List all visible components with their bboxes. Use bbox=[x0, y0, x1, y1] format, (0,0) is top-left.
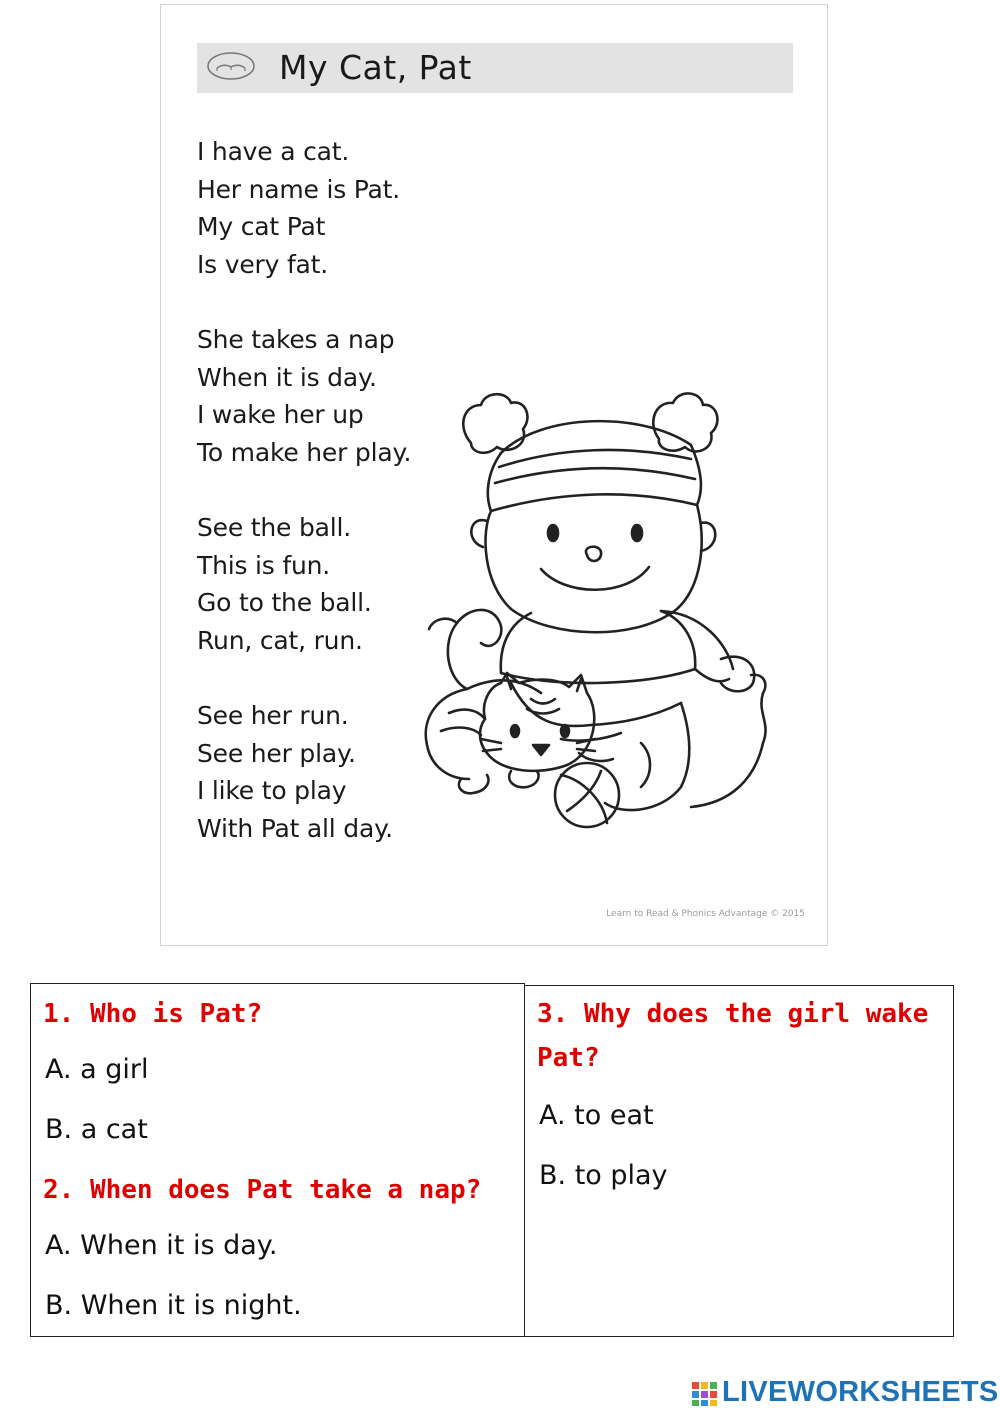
poem-line: See her play. bbox=[197, 738, 356, 768]
poem-line: My cat Pat bbox=[197, 212, 326, 242]
reading-passage-sheet bbox=[160, 4, 828, 946]
q2-option-a[interactable]: A. When it is day. bbox=[45, 1230, 278, 1261]
poem-line: When it is day. bbox=[197, 362, 377, 392]
questions-panel-left bbox=[30, 983, 525, 1337]
q3-option-b[interactable]: B. to play bbox=[539, 1160, 668, 1191]
poem-line: Run, cat, run. bbox=[197, 625, 363, 655]
poem-line: I have a cat. bbox=[197, 137, 350, 166]
question-3-line-2: Pat? bbox=[537, 1043, 600, 1073]
poem-line: This is fun. bbox=[197, 550, 330, 580]
poem-line: Go to the ball. bbox=[197, 588, 372, 618]
question-1: 1. Who is Pat? bbox=[43, 999, 263, 1029]
poem-line: See her run. bbox=[197, 701, 349, 730]
book-icon bbox=[205, 51, 257, 81]
q3-option-a[interactable]: A. to eat bbox=[539, 1100, 654, 1131]
poem-stanza-4 bbox=[197, 697, 393, 847]
q2-option-b[interactable]: B. When it is night. bbox=[45, 1290, 302, 1321]
poem-stanza-2 bbox=[197, 321, 411, 471]
liveworksheets-logo-icon bbox=[692, 1382, 718, 1406]
poem-line: With Pat all day. bbox=[197, 813, 393, 843]
questions-panel-right bbox=[524, 985, 954, 1337]
poem-line: Is very fat. bbox=[197, 249, 329, 279]
poem-line: I like to play bbox=[197, 776, 347, 806]
question-2: 2. When does Pat take a nap? bbox=[43, 1175, 482, 1205]
q1-option-a[interactable]: A. a girl bbox=[45, 1054, 149, 1085]
brand-name: LIVEWORKSHEETS bbox=[722, 1376, 999, 1408]
question-3-line-1: 3. Why does the girl wake bbox=[537, 999, 929, 1029]
page-title: My Cat, Pat bbox=[279, 48, 472, 87]
poem-line: To make her play. bbox=[197, 437, 412, 467]
title-bar bbox=[197, 43, 793, 93]
poem-line: She takes a nap bbox=[197, 325, 395, 354]
poem-line: See the ball. bbox=[197, 513, 351, 542]
poem-line: I wake her up bbox=[197, 400, 364, 430]
q1-option-b[interactable]: B. a cat bbox=[45, 1114, 148, 1145]
poem-stanza-3 bbox=[197, 509, 372, 659]
liveworksheets-brand bbox=[692, 1376, 999, 1412]
poem-stanza-1 bbox=[197, 133, 400, 283]
copyright-notice: Learn to Read & Phonics Advantage © 2015 bbox=[606, 909, 805, 919]
poem-line: Her name is Pat. bbox=[197, 174, 400, 204]
girl-and-cat-illustration bbox=[391, 383, 811, 843]
